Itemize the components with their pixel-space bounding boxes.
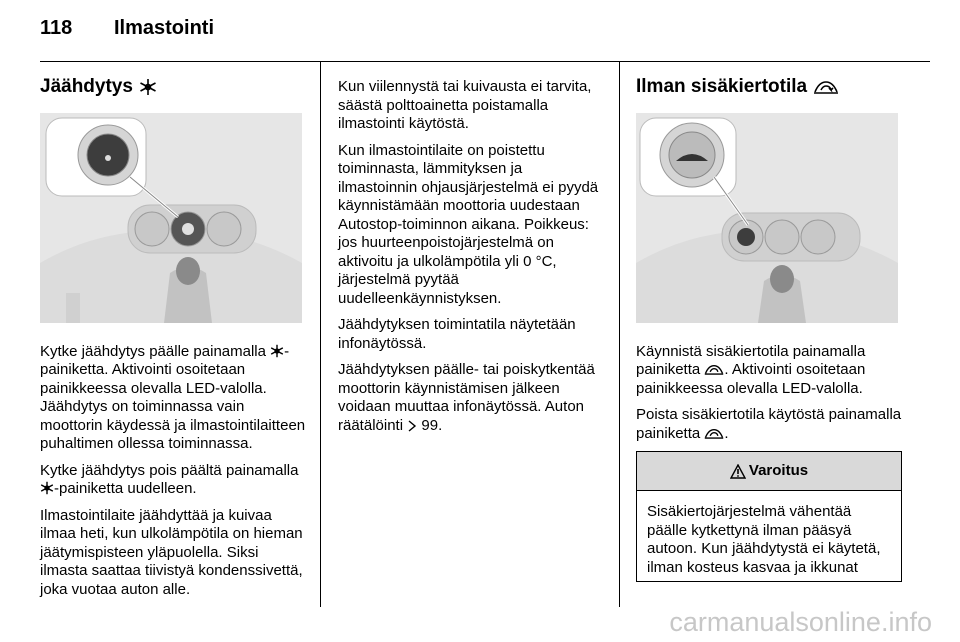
paragraph [636, 343, 902, 399]
section-heading-text: Jäähdytys [40, 76, 133, 97]
page-reference-link[interactable]: 99. [421, 416, 443, 434]
paragraph: Kun ilmastointilaite on poistettu toiminnasta, lämmityksen ja ilmastoinnin ohjausjärjestelmä ei pyydä käynnistämään moottoria uudestaan Autostop-toiminnon aikana. Poikkeus: jos huurteenpoistojärjestelmä on aktivoitu ja ulkolämpötila yli 0 °C, järjestelmä pyytää uudelleenkäynnistyksen. [338, 141, 599, 307]
section-heading [40, 78, 306, 97]
paragraph [40, 462, 306, 499]
paragraph: Kun viilennystä tai kuivausta ei tarvita, säästä polttoainetta poistamalla ilmastointi käytöstä. [338, 78, 592, 132]
warning-header [637, 452, 901, 491]
warning-box [636, 451, 902, 582]
text: Käynnistä sisäkiertotila painamalla painiketta [636, 342, 866, 378]
text: -painiketta. Aktivointi osoitetaan painikkeessa olevalla LED-valolla. Jäähdytys on toiminnassa vain moottorin käydessä ja ilmastointilaitteen puhaltimen ollessa toiminnassa. [40, 342, 306, 452]
section-heading-text: Ilman sisäkiertotila [636, 76, 808, 97]
warning-title: Varoitus [748, 461, 809, 479]
snowflake-icon [270, 344, 284, 358]
column-cooling [40, 78, 306, 607]
recirculation-button-figure [636, 113, 898, 323]
snowflake-icon [40, 481, 54, 495]
text: -painiketta uudelleen. [54, 480, 197, 497]
page-reference-icon [407, 420, 417, 432]
paragraph [40, 343, 306, 454]
text: Kytke jäähdytys pois päältä painamalla [40, 461, 299, 479]
column-info [338, 78, 604, 443]
paragraph: Jäähdytyksen toimintatila näytetään infonäytössä. [338, 316, 576, 352]
snowflake-icon [139, 78, 157, 96]
text: . Aktivointi osoitetaan painikkeessa olevalla LED-valolla. [636, 361, 866, 397]
header-rule [40, 61, 930, 62]
column-divider [619, 62, 620, 607]
column-divider [320, 62, 321, 607]
page-number: 118 [40, 17, 73, 39]
recirculation-icon [813, 79, 839, 95]
text: Jäähdytyksen päälle- tai poiskytkentää moottorin käynnistämisen jälkeen voidaan muuttaa infonäytössä. Auton räätälöinti [338, 361, 595, 434]
watermark: carmanualsonline.info [669, 607, 932, 637]
cooling-button-figure [40, 113, 302, 323]
paragraph: Ilmastointilaite jäähdyttää ja kuivaa ilmaa heti, kun ulkolämpötila on hieman jäätymispisteen yläpuolella. Siksi ilmasta saattaa tiivistyä kondenssivettä, joka vuotaa auton alle. [40, 506, 303, 598]
recirculation-icon [704, 363, 724, 376]
text: Kytke jäähdytys päälle painamalla [40, 342, 271, 360]
page-header [40, 17, 214, 40]
warning-text: Sisäkiertojärjestelmä vähentää päälle kytkettynä ilman pääsyä autoon. Kun jäähdytystä ei käytetä, ilman kosteus kasvaa ja ikkunat [647, 503, 881, 576]
text: . [724, 424, 729, 442]
section-heading [636, 78, 902, 97]
paragraph [338, 361, 604, 435]
text: Poista sisäkiertotila käytöstä painamalla painiketta [636, 406, 902, 442]
recirculation-icon [704, 427, 724, 440]
chapter-title: Ilmastointi [114, 17, 215, 39]
warning-triangle-icon [730, 464, 746, 479]
paragraph [636, 406, 902, 443]
column-recirculation [636, 78, 902, 582]
